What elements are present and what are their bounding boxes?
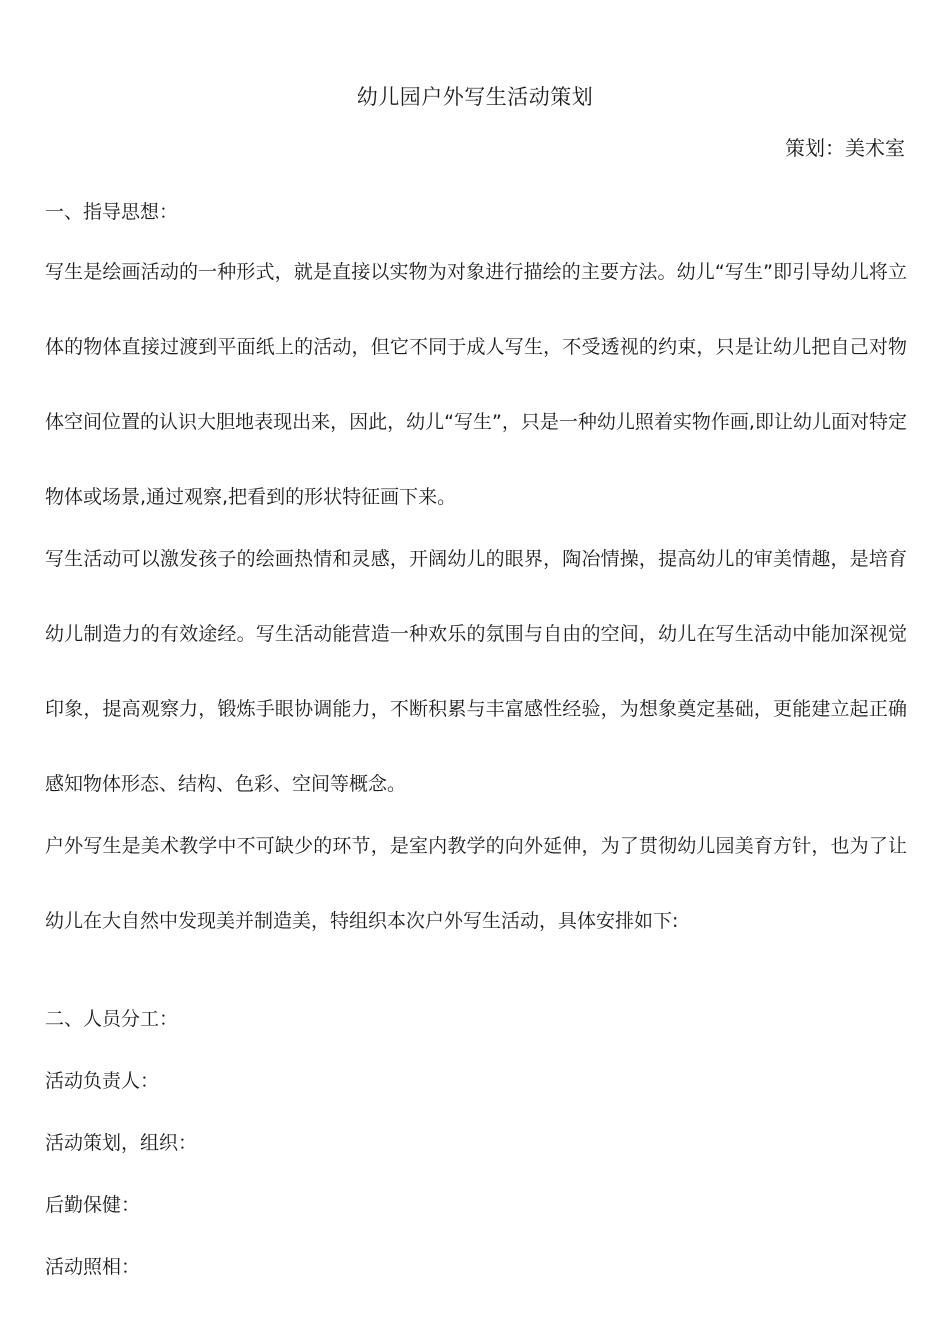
paragraph-1: 写生是绘画活动的一种形式，就是直接以实物为对象进行描绘的主要方法。幼儿“写生”即引导幼儿将立体的物体直接过渡到平面纸上的活动，但它不同于成人写生，不受透视的约束，只是让幼儿把自己对物体空间位置的认识大胆地表现出来，因此，幼儿“写生”，只是一种幼儿照着实物作画,即让幼儿面对特定物体或场景,通过观察,把看到的形状特征画下来。 xyxy=(45,261,907,508)
section-heading-guiding-thought: 一、指导思想： xyxy=(45,201,179,223)
field-logistics-health: 后勤保健： xyxy=(45,1194,141,1216)
document-title: 幼儿园户外写生活动策划 xyxy=(356,85,594,109)
field-photography: 活动照相： xyxy=(45,1256,141,1278)
section-heading-staff: 二、人员分工： xyxy=(45,1008,179,1030)
field-activity-leader: 活动负责人： xyxy=(45,1070,160,1092)
document-author: 策划：美术室 xyxy=(785,136,905,160)
paragraph-2: 写生活动可以激发孩子的绘画热情和灵感，开阔幼儿的眼界，陶冶情操，提高幼儿的审美情趣，是培育幼儿制造力的有效途经。写生活动能营造一种欢乐的氛围与自由的空间，幼儿在写生活动中能加深视觉印象，提高观察力，锻炼手眼协调能力，不断积累与丰富感性经验，为想象奠定基础，更能建立起正确感知物体形态、结构、色彩、空间等概念。 xyxy=(45,548,907,795)
paragraph-3: 户外写生是美术教学中不可缺少的环节，是室内教学的向外延伸，为了贯彻幼儿园美育方针，也为了让幼儿在大自然中发现美并制造美，特组织本次户外写生活动，具体安排如下: xyxy=(45,835,907,932)
field-planning-organizing: 活动策划，组织： xyxy=(45,1132,198,1154)
